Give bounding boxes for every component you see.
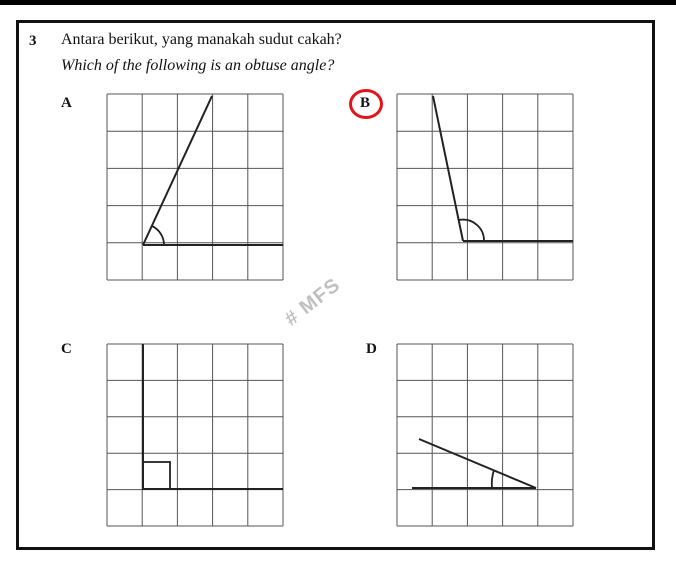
watermark: # MFS: [280, 273, 345, 331]
question-card: [16, 20, 655, 550]
option-d-diagram[interactable]: [397, 344, 573, 526]
right-angle-mark: [143, 462, 170, 489]
angle-arc: [152, 226, 164, 245]
option-b-label: B: [360, 95, 371, 111]
option-a-label: A: [61, 95, 72, 111]
top-border: [0, 0, 676, 5]
question-number: 3: [29, 33, 37, 49]
angle-arm-slanted: [419, 439, 536, 488]
option-c-label: C: [61, 341, 72, 357]
question-text-malay: Antara berikut, yang manakah sudut cakah?: [61, 31, 342, 48]
grid-lines: [397, 344, 573, 526]
question-text-english: Which of the following is an obtuse angle?: [61, 57, 335, 74]
grid-lines: [107, 94, 283, 280]
angle-arc: [492, 470, 494, 488]
grid-lines: [397, 94, 573, 280]
option-c-diagram[interactable]: [107, 344, 283, 526]
grid-lines: [107, 344, 283, 526]
option-d-label: D: [366, 341, 377, 357]
option-a-diagram[interactable]: [107, 94, 283, 280]
option-b-diagram[interactable]: [397, 94, 573, 280]
